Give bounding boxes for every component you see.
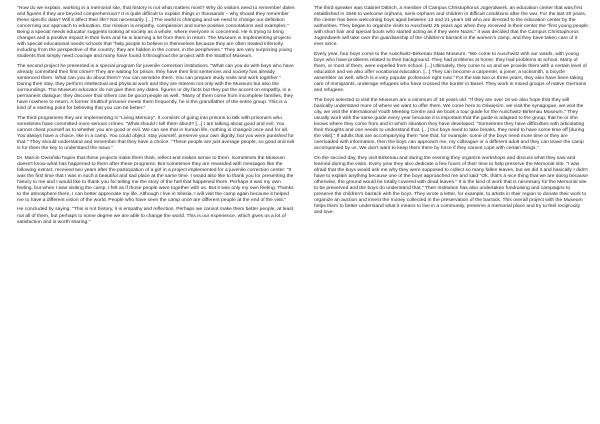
right-paragraph-2: Every year, four boys come to the Auschwitz-Birkenau State Museum. "We come to Auschwitz with our wards, with young boys who have problems related to their background. They had problems at home, they had problems at school. Many of them, or most of them, were expelled from school. [...] Ultimately, they come to us and we provide them with a certain level of education and we also offer vocational education. [...] They can become a carpenter, a joiner, a locksmith, a bicycle assembler as well, which is a very popular profession right now." For the last two or three years, they also have been taking care of immigrants, underage refugees who have crossed the border in Basel. They work in mixed groups of native Germans and refugees. [314,51,587,94]
right-paragraph-1: The third speaker was Gabriel Dittrich, a member of Campus Christophorus Jugendwerk, an education center that was first established in 1946 to welcome orphans, semi-orphans and children in difficult conditions after the war. For the last 20 years, the center has been welcoming boys aged between 13 and 21 years old who are directed to the education center by the authorities. They began to organize visits to Auschwitz 25 years ago when they received in their center the "first young people with short hair and special boots who started acting as if they were Nazis." It was decided that the Campus Christophorus Jugendwerk will take over the guardianship of the children's barrack in the women's camp, and they have taken care of it ever since. [314,6,588,48]
right-paragraph-3: The boys selected to visit the Museum are a minimum of 16 years old. "If they are over 16 we also hope that they will basically understand more of where we want to offer them. We come here to Oświęcim, we visit the synagogue, we visit the city, we visit the International Youth Meeting Centre and we book a tour guide for the Auschwitz-Birkenau Museum." They usually work with the same guide every year because it is important that the guide is adapted to the group, that he or she knows where they come from and in which situation they have developed. "Sometimes they have difficulties with articulating their thoughts and one needs to understand that. [...] Our boys need to take breaks, they need to have some time off [during the visit]." If adults that are accompanying them "see that, for example, some of the boys need more time or they are overloaded with information, then the boys can approach me, my colleague or a different adult and they can leave the camp accompanied by us. We don't want to keep them there by force if they cannot cope with certain things." [314,97,585,152]
left-paragraph-1: "How do we explain, working in a memorial site, that history is not what matters most? Why do visitors need to remember dates and figures if they are beyond comprehension? It is quite difficult to explain things in thousands – why should they remember these specific data? Will it affect their life? Not necessarily. [...] The world is changing and we need to change our definition concerning our approach to education. Our mission is empathy, compassion and some positive connotations and examples." Being a special needs educator suggests looking at society as a whole, where everyone is concerned. He is trying to bring changes and a positive impact in their lives and he is learning a lot from them in return. The Museum is implementing projects with special educational needs schools that "help people to believe in themselves because they are often treated inferiorly, including from the perspective of the country; they are hidden in the corner, in the peripheries." They are very surprising young students that simply need courage and many have found it throughout the project with the Stutthof Museum. [17,6,295,60]
left-paragraph-4: Dr. Marcin Owsiński hopes that these projects make them think, reflect and makes sense to them. Sometimes the Museum doesn't know what has happened to them after these programs. But sometimes they are rewarded with messages like the following extract, received two years after the participation of a girl in a project implemented for a juvenile correction center: "It was the first time that I was in such a beautiful and sad place at the same time. I would also like to thank you for presenting the history to me and I would like to thank you for telling me the story of the hell that happened there. Perhaps it was my own feeling, but when I was visiting the camp, I felt as if those people were together with us. But it was only my own feeling. Thanks to the atmosphere there, I can better appreciate my life. Although I live in Silesia, I will visit the camp again because it helped me to have a different vision of the world. People who have seen the camp once are different people at the end of the visit." [17,155,294,203]
right-paragraph-4: On the second day, they visit Birkenau and during the evening they organize workshops and discuss what they saw and learned during the visits. Every year they also dedicate a few hours of their time to help preserve the Memorial site. "I was afraid that the boys would ask me why they were supposed to collect so many fallen leaves, but we did it and basically I didn't have to explain anything because one of the boys approached me and said "Ok, that's a nice thing that we are doing because otherwise, the ground would be totally covered with dead leaves." It is the kind of work that is necessary for the Memorial site to be preserved and the boys do understand that." Their institution has also undertaken fundraising and campaigns to preserve the children's barrack with the boys. They wrote a letter, for example, to artists in their region to donate their work to organize an auction and invest the money collected in the preservation of the barrack. This overall project with the Museum helps them to better understand what it means to live in a community, preserve a memorial place and try to feel reciprocity and love. [314,155,588,215]
left-paragraph-2: The second project he presented is a special program for juvenile correction institutions. "What can you do with boys who have already committed their first crime? They are waiting for prison, they have their first sentences and society has already sentenced them. What can you do about them? You can sensitize them. You can prepare study visits and work together." During their stay, they perform intellectual and physical work and they are interest not only with the Museum but also the surroundings. The Museum educator do not give them any dates, figures or dry facts but they put the accent on empathy, in a permanent dialogue; they discover that others can be good people as well. "Many of them come from incomplete families, they have nowhere to return. A former Stutthof prisoner meets them frequently, he is the grandfather of the entire group. This is a kind of a starting point for believing that you can be better." [17,63,294,112]
left-paragraph-3: The third programme they are implementing is "Living Memory". It consists of going into prisons to talk with prisoners who sometimes have committed more serious crimes. "What should I tell them about? [...] I am talking about good and evil. You cannot cheat yourself as to whether you are good or evil. We can see that in human life, nothing is changed once and for all. You always have a choice, like in a camp. You could object, stay yourself, preserve your own dignity, but you were punished for that." They should understand and remember that they have a choice. "These people are just average people, so good and evil is for them the key to understand the issue." [17,115,295,152]
left-column [17,6,296,420]
right-column [314,6,588,420]
left-paragraph-5: He concluded by saying: "This is not history, it is empathy and reflection. Perhaps we cannot make them better people, at least not all of them, but perhaps to some degree we are able to change the world. This is our experience, which gives us a lot of satisfaction and is worth sharing." [17,207,294,225]
